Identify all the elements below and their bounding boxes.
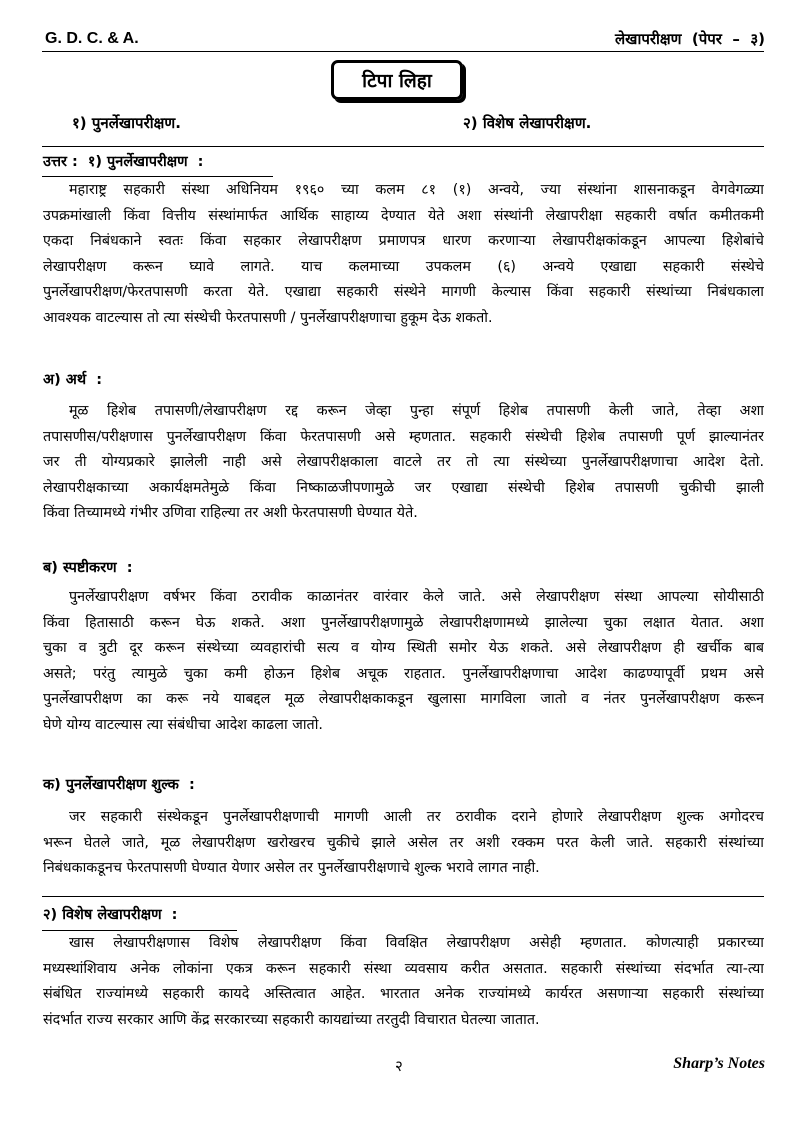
intro-line: आवश्यक वाटल्यास तो त्या संस्थेची फेरतपासणी / पुनर्लेखापरीक्षणाचा हुकूम देऊ शकतो. xyxy=(43,309,493,326)
section-2-line: मध्यस्थांशिवाय अनेक लोकांना एकत्र करून सहकारी संस्था व्यवसाय करीत असतात. सहकारी संस्थांच्या संदर्भात त्या-त्या xyxy=(43,960,764,977)
section-b-line: किंवा हितासाठी करून घेऊ शकते. अशा पुनर्लेखापरीक्षणामुळे लेखापरीक्षणामध्ये झालेल्या चुका लक्षात येतात. अशा xyxy=(43,614,764,631)
page-number: २ xyxy=(395,1057,403,1075)
section-b-paragraph xyxy=(43,585,764,738)
intro-line: लेखापरीक्षण करून घ्यावे लागते. याच कलमाच्या उपकलम (६) अन्वये एखाद्या सहकारी संस्थेचे xyxy=(43,258,764,275)
intro-line: एकदा निबंधकाने स्वतः किंवा सहकार लेखापरीक्षण प्रमाणपत्र धारण करणाऱ्या लेखापरीक्षकांकडून आपल्या हिशेबांचे xyxy=(43,233,764,249)
topics-rule xyxy=(42,146,764,147)
intro-line: उपक्रमांखाली किंवा वित्तीय संस्थांमार्फत आर्थिक साहाय्य देण्यात येते अशा संस्थांनी लेखापरीक्षा सहकारी वर्षात कमीतकमी xyxy=(43,207,764,224)
section-b-line: पुनर्लेखापरीक्षण का करू नये याबद्दल मूळ लेखापरीक्षकाकडून खुलासा मागविला जातो व नंतर पुनर्लेखापरीक्षण करून xyxy=(43,691,764,707)
answer-heading-underline xyxy=(42,176,273,177)
intro-paragraph xyxy=(43,178,764,331)
section-b-line: पुनर्लेखापरीक्षण वर्षभर किंवा ठरावीक काळानंतर वारंवार केले जाते. असे लेखापरीक्षण संस्था आपल्या सोयीसाठी xyxy=(69,589,764,605)
title-box xyxy=(331,60,463,100)
section-a-line: मूळ हिशेब तपासणी/लेखापरीक्षण रद्द करून जेव्हा पुन्हा संपूर्ण हिशेब तपासणी केली जाते, तेव्हा अशा xyxy=(69,403,764,419)
section-b-line: चुका व त्रुटी दूर करून संस्थेच्या व्यवहारांची सत्य व योग्य स्थिती समोर येऊ शकते. असे लेखापरीक्षण ही खर्चीक बाब xyxy=(43,640,764,656)
section-b-heading: ब) स्पष्टीकरण : xyxy=(43,560,133,576)
section-a-line: जर ती योग्यप्रकारे झालेली नाही असे लेखापरीक्षकाला वाटले तर तो त्या संस्थेच्या पुनर्लेखापरीक्षणाचा आदेश देतो. xyxy=(43,454,764,470)
section-a-heading: अ) अर्थ : xyxy=(43,372,102,388)
section-a-line: किंवा तिच्यामध्ये गंभीर उणिवा राहिल्या तर अशी फेरतपासणी घेण्यात येते. xyxy=(43,505,418,521)
footer-brand: Sharp’s Notes xyxy=(673,1055,765,1072)
section-a-line: लेखापरीक्षकाच्या अकार्यक्षमतेमुळे किंवा निष्काळजीपणामुळे जर एखाद्या संस्थेची हिशेब तपासणी चुकीची झाली xyxy=(43,479,764,496)
section-c-heading: क) पुनर्लेखापरीक्षण शुल्क : xyxy=(43,777,195,793)
section-a-line: तपासणीस/परीक्षणास पुनर्लेखापरीक्षण किंवा फेरतपासणी असे म्हणतात. सहकारी संस्थेची हिशेब तपासणी पूर्ण झाल्यानंतर xyxy=(43,428,764,445)
section-c-line: भरून घेतले जाते, मूळ लेखापरीक्षण खरोखरच चुकीचे झाले असेल तर अशी रक्कम परत केली जाते. सहकारी संस्थांच्या xyxy=(43,834,764,851)
intro-line: महाराष्ट्र सहकारी संस्था अधिनियम १९६० च्या कलम ८१ (१) अन्वये, ज्या संस्थांना शासनाकडून वेगवेगळ्या xyxy=(69,182,764,198)
section-c-line: निबंधकाकडूनच फेरतपासणी घेण्यात येणार असेल तर पुनर्लेखापरीक्षणाचे शुल्क भरावे लागत नाही. xyxy=(43,860,540,876)
header-right-subject: लेखापरीक्षण (पेपर – ३) xyxy=(615,30,765,48)
section-b-line: असते; परंतु त्यामुळे चुका कमी होऊन हिशेब अचूक राहतात. पुनर्लेखापरीक्षणाचा आदेश काढण्यापूर्वी प्रथम असे xyxy=(43,665,764,682)
section-a-paragraph xyxy=(43,399,764,527)
section-2-top-rule xyxy=(42,896,764,897)
section-2-line: खास लेखापरीक्षणास विशेष लेखापरीक्षण किंवा विवक्षित लेखापरीक्षण असेही म्हणतात. कोणत्याही प्रकारच्या xyxy=(69,935,764,951)
section-2-heading: २) विशेष लेखापरीक्षण : xyxy=(43,907,178,923)
section-2-line: संबंधित राज्यांमध्ये सहकारी कायदे अस्तित्वात आहेत. भारतात अनेक राज्यांमध्ये कार्यरत असणाऱ्या सहकारी संस्थांच्या xyxy=(43,986,764,1002)
section-c-line: जर सहकारी संस्थेकडून पुनर्लेखापरीक्षणाची मागणी आली तर ठरावीक दराने होणारे लेखापरीक्षण शुल्क अगोदरच xyxy=(69,809,764,825)
section-b-line: घेणे योग्य वाटल्यास त्या संबंधीचा आदेश काढला जातो. xyxy=(43,716,323,733)
page-title: टिपा लिहा xyxy=(362,70,432,92)
section-c-paragraph xyxy=(43,805,764,882)
topic-2: २) विशेष लेखापरीक्षण. xyxy=(463,114,592,132)
answer-heading: उत्तर : १) पुनर्लेखापरीक्षण : xyxy=(43,154,204,170)
header-left-code: G. D. C. & A. xyxy=(45,30,139,47)
section-2-line: संदर्भात राज्य सरकार आणि केंद्र सरकारच्या सहकारी कायद्यांच्या तरतुदी विचारात घेतल्या जातात. xyxy=(43,1011,540,1028)
section-2-paragraph xyxy=(43,931,764,1033)
topic-1: १) पुनर्लेखापरीक्षण. xyxy=(72,114,181,132)
intro-line: पुनर्लेखापरीक्षण/फेरतपासणी करता येते. एखाद्या सहकारी संस्थेने मागणी केल्यास किंवा सहकारी संस्थांच्या निबंधकाला xyxy=(43,284,764,300)
header-rule xyxy=(42,51,764,52)
